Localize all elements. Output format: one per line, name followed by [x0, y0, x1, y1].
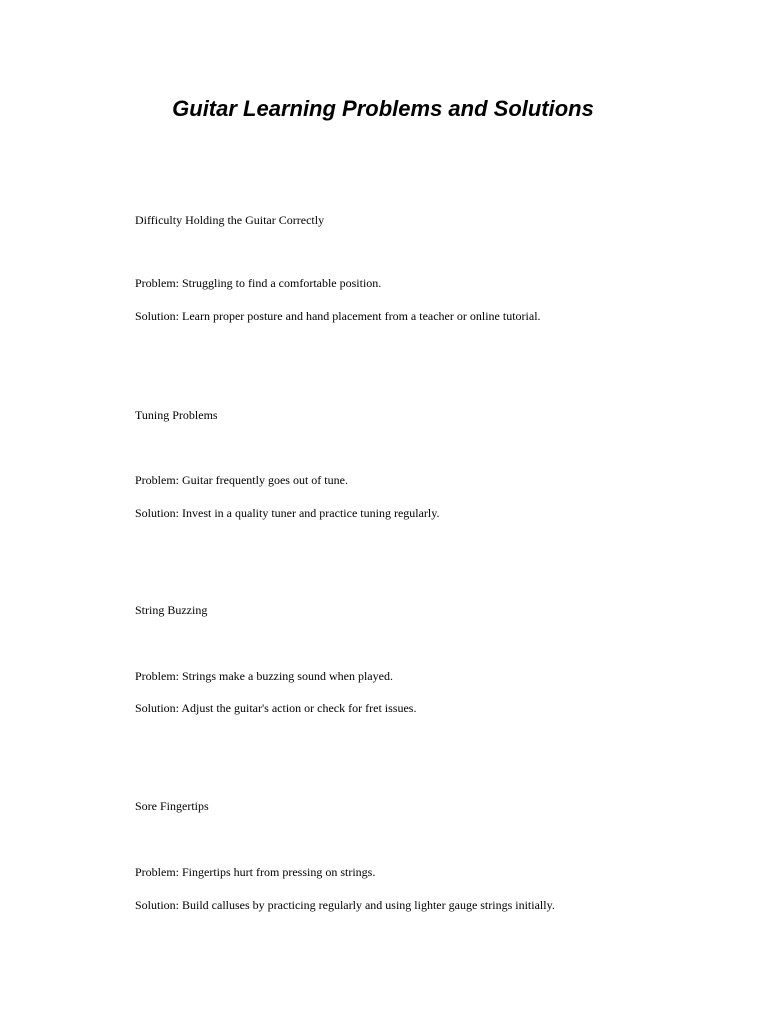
solution-text: Solution: Learn proper posture and hand placement from a teacher or online tutorial.: [135, 309, 541, 323]
problem-text: Problem: Guitar frequently goes out of tune.: [135, 473, 348, 487]
solution-text: Solution: Adjust the guitar's action or check for fret issues.: [135, 701, 417, 715]
problem-text: Problem: Fingertips hurt from pressing on strings.: [135, 865, 376, 879]
section-heading: String Buzzing: [135, 603, 208, 617]
document-title: Guitar Learning Problems and Solutions: [172, 96, 594, 121]
section-heading: Difficulty Holding the Guitar Correctly: [135, 213, 325, 227]
problem-text: Problem: Strings make a buzzing sound when played.: [135, 669, 393, 683]
section-heading: Tuning Problems: [135, 408, 218, 422]
section-heading: Sore Fingertips: [135, 799, 209, 813]
problem-text: Problem: Struggling to find a comfortable position.: [135, 276, 382, 290]
solution-text: Solution: Build calluses by practicing regularly and using lighter gauge strings initially.: [135, 898, 555, 912]
solution-text: Solution: Invest in a quality tuner and practice tuning regularly.: [135, 506, 440, 520]
